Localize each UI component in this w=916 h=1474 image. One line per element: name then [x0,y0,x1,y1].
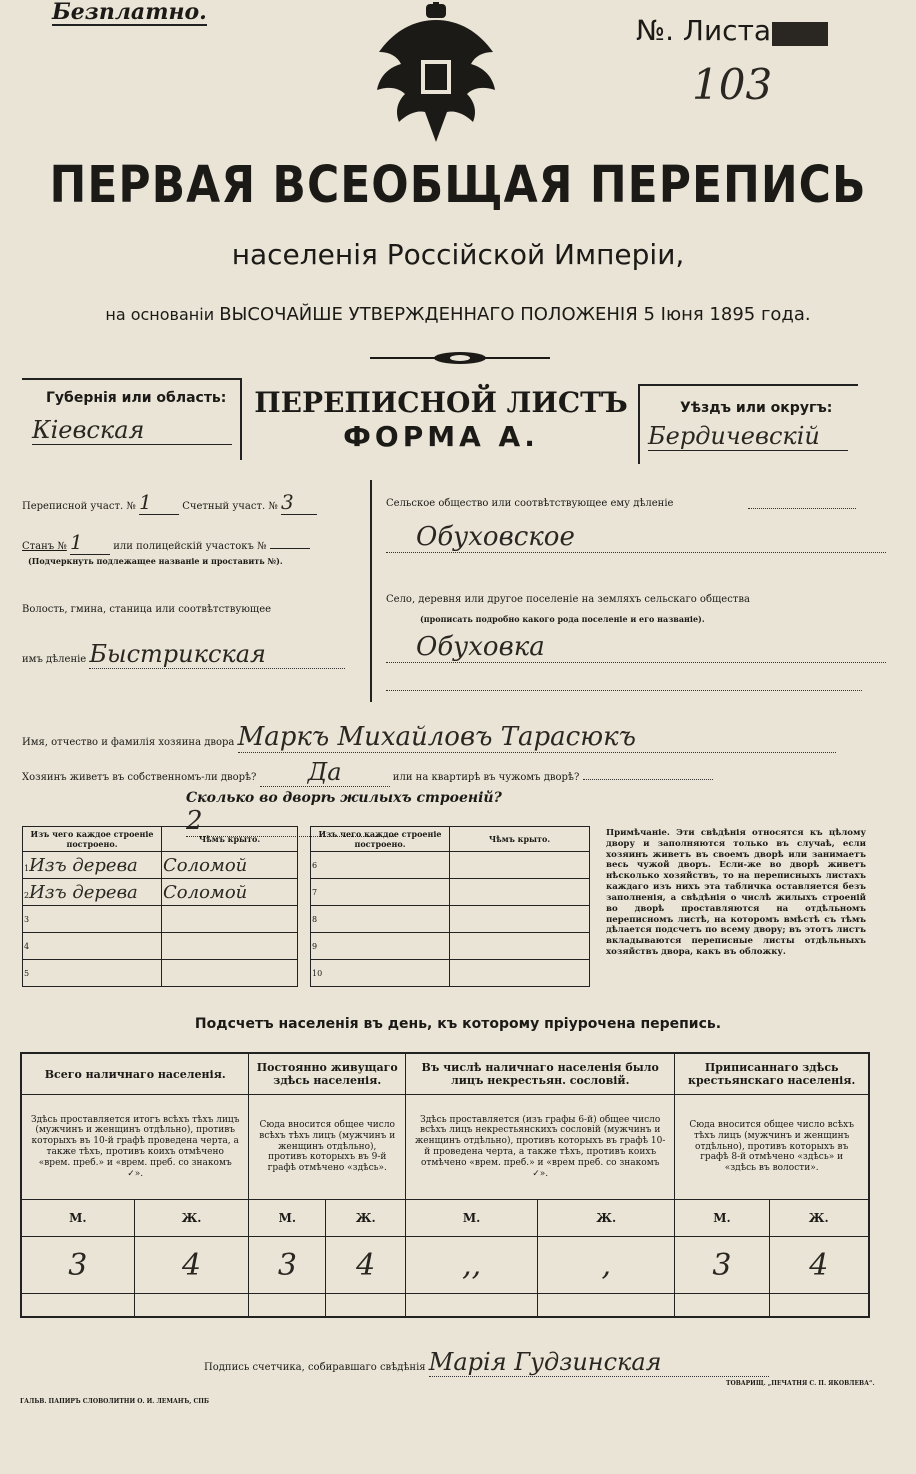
table-row [311,906,590,933]
owner-lives-suffix: или на квартирѣ въ чужомъ дворѣ? [392,772,580,783]
table-row [23,933,298,960]
male-label: М. [249,1200,326,1237]
row-number: 6 [312,860,318,870]
page-title: ПЕРВАЯ ВСЕОБЩАЯ ПЕРЕПИСЬ [49,156,867,215]
volost-label: Волость, гмина, станица или соотвѣтствующее [22,604,272,615]
row-number: 3 [24,914,30,924]
table-row [23,852,298,879]
row-number: 10 [312,968,323,978]
row-number: 2 [24,890,30,900]
volost-label-2: имъ дѣленіе [22,654,87,665]
table-row [311,933,590,960]
volost-row [22,640,362,669]
gubernia-value: Кіевская [32,416,232,445]
dwell-col-roof: Чѣмъ крыто. [450,827,590,852]
count-col-total: Всего наличнаго населенія. [21,1053,249,1095]
table-row [23,879,298,906]
row-number: 8 [312,914,318,924]
owner-name-value: Маркъ Михайловъ Тарасюкъ [238,722,836,753]
count-desc-permanent: Сюда вносится общее число всѣхъ тѣхъ лицъ (мужчинъ и женщинъ отдѣльно), противъ которыхъ въ 9-й графѣ отмѣчено «здѣсь». [249,1095,406,1200]
census-section-label: Переписной участ. № [22,501,136,512]
gubernia-label: Губернія или область: [46,390,227,406]
volost-value: Быстрикская [89,640,345,669]
society-dots [748,508,856,509]
female-label: Ж. [134,1200,249,1237]
society-value: Обуховское [386,522,886,553]
village-value: Обуховка [386,632,886,663]
signature-value: Марія Гудзинская [429,1348,769,1377]
count-desc-registered: Сюда вносится общее число всѣхъ тѣхъ лицъ (мужчинъ и женщинъ отдѣльно), противъ которыхъ въ графѣ 8-й отмѣчено «здѣсь» и «здѣсь въ волости». [675,1095,869,1200]
count-section-value: 3 [281,490,317,515]
row-roof: Соломой [163,881,248,903]
stan-label: Станъ № [22,541,67,552]
registered-male-value: 3 [675,1237,769,1294]
count-desc-total: Здѣсь проставляется итогъ всѣхъ тѣхъ лицъ (мужчинъ и женщинъ отдѣльно), противъ которыхъ въ 10-й графѣ проведена черта, а также тѣхъ, противъ коихъ отмѣчено «врем. преб.» и «врем. преб. со знакомъ ✓». [21,1095,249,1200]
uezd-value: Бердичевскій [648,422,848,451]
basis-line [0,304,916,325]
vertical-divider [370,480,372,702]
table-row [23,906,298,933]
census-section-row [22,490,362,515]
permanent-female-value: 4 [326,1237,406,1294]
page-subtitle: населенія Россійской Имперіи, [231,238,685,271]
row-number: 4 [24,941,30,951]
dwell-col-roof: Чѣмъ крыто. [162,827,298,852]
form-subtitle: ФОРМА А. [343,420,539,453]
non-peasant-male-value: ,, [406,1237,538,1294]
police-value [270,548,310,549]
population-count-table [20,1052,870,1318]
row-material: Изъ дерева [29,854,138,876]
male-label: М. [21,1200,134,1237]
row-material: Изъ дерева [29,881,138,903]
dwellings-table-left [22,826,298,987]
dwellings-table-right [310,826,590,987]
row-number: 7 [312,887,318,897]
signature-label: Подпись счетчика, собиравшаго свѣдѣнія [204,1362,426,1373]
row-number: 1 [24,863,30,873]
village-label: Село, деревня или другое поселеніе на земляхъ сельскаго общества [386,594,750,605]
female-label: Ж. [538,1200,675,1237]
stan-note: (Подчеркнуть подлежащее названіе и проставить №). [28,556,283,566]
owner-name-label: Имя, отчество и фамилія хозяина двора [22,737,235,748]
count-desc-non-peasant: Здѣсь проставляется (изъ графы 6-й) общее число всѣхъ лицъ некрестьянскихъ сословій (мужчинъ и женщинъ отдѣльно), противъ которыхъ въ графѣ 10-й проведена черта, а также тѣхъ, противъ коихъ отмѣчено «врем. преб.» и «врем преб. со знакомъ ✓». [406,1095,675,1200]
printer-right: ТОВАРИЩ. „ПЕЧАТНЯ С. П. ЯКОВЛЕВА“. [726,1380,875,1387]
count-col-non-peasant: Въ числѣ наличнаго населенія было лицъ некрестьян. сословій. [406,1053,675,1095]
gubernia-box [22,378,242,460]
registered-female-value: 4 [769,1237,869,1294]
village-note: (прописать подробно какого рода поселеніе и его названіе). [420,614,705,624]
signature-row [204,1348,844,1377]
stan-value: 1 [70,530,110,555]
imperial-eagle-emblem [373,2,499,148]
total-male-value: 3 [21,1237,134,1294]
female-label: Ж. [326,1200,406,1237]
count-section-label: Счетный участ. № [182,501,278,512]
male-label: М. [675,1200,769,1237]
stan-row [22,530,362,555]
basis-prefix: на основаніи [105,305,215,324]
table-row [311,879,590,906]
free-stamp: Безплатно. [52,0,207,25]
count-col-registered: Приписаннаго здѣсь крестьянскаго населенія. [675,1053,869,1095]
table-row [23,960,298,987]
row-number: 5 [24,968,30,978]
dwell-col-material: Изъ чего каждое строеніе построено. [23,827,162,852]
row-number: 9 [312,941,318,951]
owner-lives-suffix-dots [583,779,713,780]
permanent-male-value: 3 [249,1237,326,1294]
male-label: М. [406,1200,538,1237]
society-label: Сельское общество или соотвѣтствующее ему дѣленіе [386,498,674,509]
sheet-number-erased [772,22,828,46]
census-section-value: 1 [139,490,179,515]
owner-lives-row [22,758,902,787]
buildings-label: Сколько во дворѣ жилыхъ строеній? [186,790,502,806]
table-row [311,960,590,987]
total-female-value: 4 [134,1237,249,1294]
count-title: Подсчетъ населенія въ день, къ которому пріурочена перепись. [194,1016,722,1032]
non-peasant-female-value: , [538,1237,675,1294]
female-label: Ж. [769,1200,869,1237]
dwellings-note: Примѣчаніе. Эти свѣдѣнія относятся къ цѣлому двору и заполняются только въ случаѣ, если хозяинъ живетъ въ своемъ дворѣ или занимаетъ весь чужой дворъ. Если-же во дворѣ живетъ нѣсколько хозяйствъ, то на переписныхъ листахъ каждаго изъ нихъ эта табличка оставляется безъ заполненія, а свѣдѣнія о числѣ жилыхъ строеній во дворѣ проставляются на отдѣльномъ переписномъ листѣ, на которомъ вмѣстѣ съ тѣмъ дѣлается подсчетъ по всему двору; въ этотъ листъ вкладываются переписные листы отдѣльныхъ хозяйствъ двора, какъ въ обложку. [606,828,866,958]
sheet-number: 103 [692,60,773,109]
owner-row [22,722,902,753]
dwell-col-material: Изъ чего каждое строеніе построено. [311,827,450,852]
police-label: или полицейскій участокъ № [113,541,267,552]
form-title: ПЕРЕПИСНОЙ ЛИСТЪ [254,386,628,419]
count-col-permanent: Постоянно живущаго здѣсь населенія. [249,1053,406,1095]
uezd-box [638,384,858,464]
basis-main: ВЫСОЧАЙШЕ УТВЕРЖДЕННАГО ПОЛОЖЕНІЯ 5 Іюня 1895 года. [219,304,811,325]
village-extra-line [386,690,862,691]
owner-lives-value: Да [260,758,390,787]
owner-lives-label: Хозяинъ живетъ въ собственномъ-ли дворѣ? [22,772,257,783]
ornament-divider [370,350,550,366]
uezd-label: Уѣздъ или округъ: [680,400,833,416]
printer-left: ГАЛЬВ. ПАПИРЪ СЛОВОЛИТНИ О. И. ЛЕМАНЪ, СПБ [20,1398,210,1405]
sheet-label: №. Листа [636,14,772,47]
row-roof: Соломой [163,854,248,876]
buildings-value: 2 [186,806,396,837]
table-row [311,852,590,879]
